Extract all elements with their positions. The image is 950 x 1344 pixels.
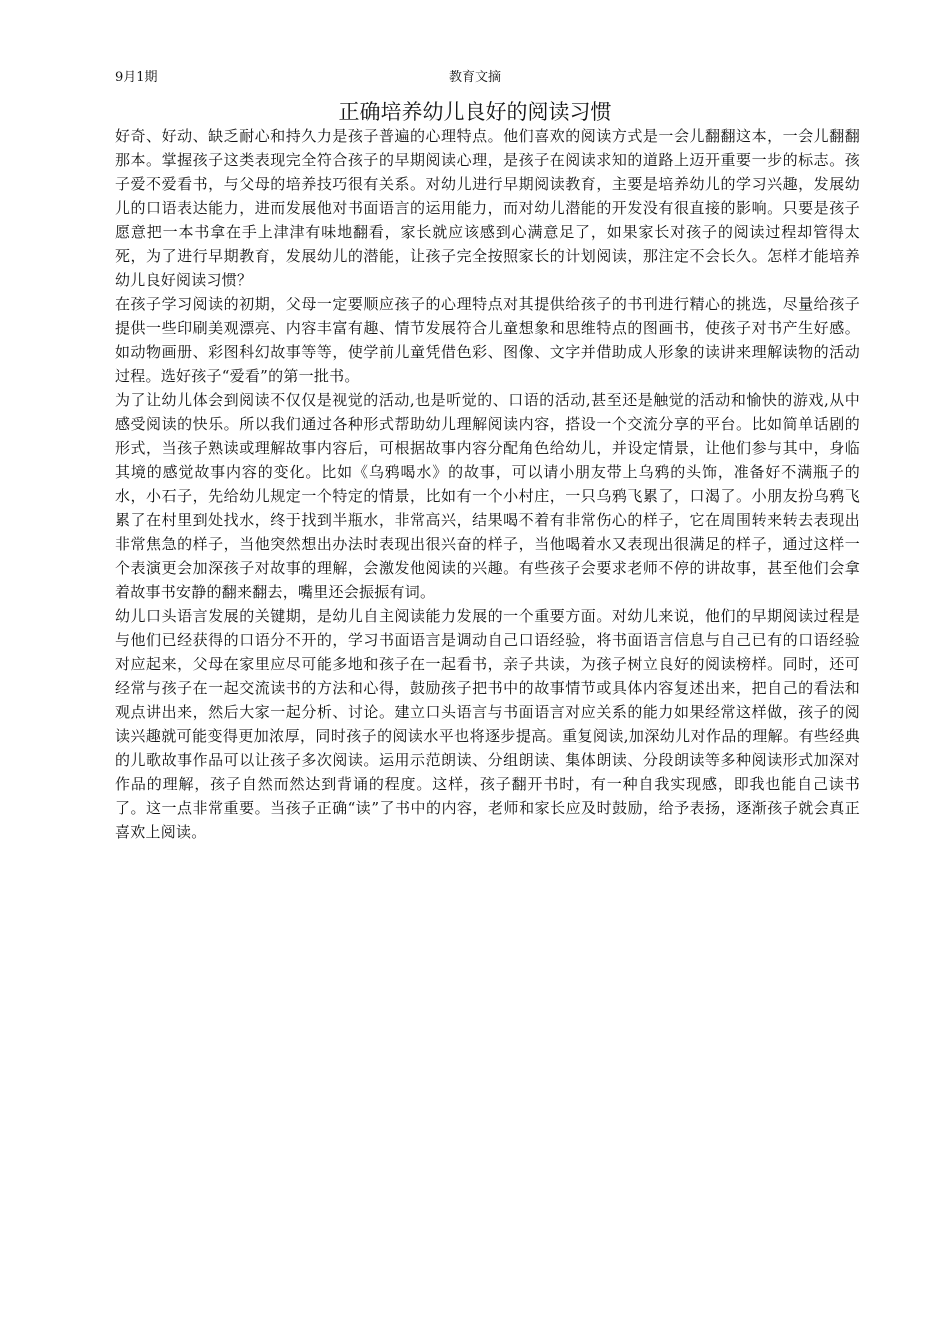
paragraph-4: 幼儿口头语言发展的关键期，是幼儿自主阅读能力发展的一个重要方面。对幼儿来说，他们的早期阅读过程是与他们已经获得的口语分不开的，学习书面语言是调动自己口语经验，将书面语言信息与自己已有的口语经验对应起来，父母在家里应尽可能多地和孩子在一起看书，亲子共读，为孩子树立良好的阅读榜样。同时，还可经常与孩子在一起交流读书的方法和心得，鼓励孩子把书中的故事情节或具体内容复述出来，把自己的看法和观点讲出来，然后大家一起分析、讨论。建立口头语言与书面语言对应关系的能力如果经常这样做，孩子的阅读兴趣就可能变得更加浓厚，同时孩子的阅读水平也将逐步提高。重复阅读,加深幼儿对作品的理解。有些经典的儿歌故事作品可以让孩子多次阅读。运用示范朗读、分组朗读、集体朗读、分段朗读等多种阅读形式加深对作品的理解，孩子自然而然达到背诵的程度。这样，孩子翻开书时，有一种自我实现感，即我也能自己读书了。这一点非常重要。当孩子正确“读”了书中的内容，老师和家长应及时鼓励，给予表扬，逐渐孩子就会真正喜欢上阅读。 [115,607,860,841]
issue-label: 9月1期 [115,70,158,85]
publication-name: 教育文摘 [448,70,501,85]
paragraph-1: 好奇、好动、缺乏耐心和持久力是孩子普遍的心理特点。他们喜欢的阅读方式是一会儿翻翻这本，一会儿翻翻那本。掌握孩子这类表现完全符合孩子的早期阅读心理，是孩子在阅读求知的道路上迈开重要一步的标志。孩子爱不爱看书，与父母的培养技巧很有关系。对幼儿进行早期阅读教育，主要是培养幼儿的学习兴趣，发展幼儿的口语表达能力，进而发展他对书面语言的运用能力，而对幼儿潜能的开发没有很直接的影响。只要是孩子愿意把一本书拿在手上津津有味地翻看，家长就应该感到心满意足了，如果家长对孩子的阅读过程却管得太死，为了进行早期教育，发展幼儿的潜能，让孩子完全按照家长的计划阅读，那注定不会长久。怎样才能培养幼儿良好阅读习惯？ [115,127,860,289]
paragraph-3: 为了让幼儿体会到阅读不仅仅是视觉的活动,也是听觉的、口语的活动,甚至还是触觉的活动和愉快的游戏,从中感受阅读的快乐。所以我们通过各种形式帮助幼儿理解阅读内容，搭设一个交流分享的平台。比如简单话剧的形式，当孩子熟读或理解故事内容后，可根据故事内容分配角色给幼儿，并设定情景，让他们参与其中，身临其境的感觉故事内容的变化。比如《乌鸦喝水》的故事，可以请小朋友带上乌鸦的头饰，准备好不满瓶子的水，小石子，先给幼儿规定一个特定的情景，比如有一个小村庄，一只乌鸦飞累了，口渴了。小朋友扮乌鸦飞累了在村里到处找水，终于找到半瓶水，非常高兴，结果喝不着有非常伤心的样子，它在周围转来转去表现出非常焦急的样子，当他突然想出办法时表现出很兴奋的样子，当他喝着水又表现出很满足的样子，通过这样一个表演更会加深孩子对故事的理解，会激发他阅读的兴趣。有些孩子会要求老师不停的讲故事，甚至他们会拿着故事书安静的翻来翻去，嘴里还会振振有词。 [115,391,860,601]
paragraph-2: 在孩子学习阅读的初期，父母一定要顺应孩子的心理特点对其提供给孩子的书刊进行精心的挑选，尽量给孩子提供一些印刷美观漂亮、内容丰富有趣、情节发展符合儿童想象和思维特点的图画书，使孩子对书产生好感。如动物画册、彩图科幻故事等等，使学前儿童凭借色彩、图像、文字并借助成人形象的读讲来理解读物的活动过程。选好孩子“爱看”的第一批书。 [115,295,860,385]
article-body [115,124,860,844]
article-title: 正确培养幼儿良好的阅读习惯 [338,100,612,124]
page-header [115,66,835,86]
